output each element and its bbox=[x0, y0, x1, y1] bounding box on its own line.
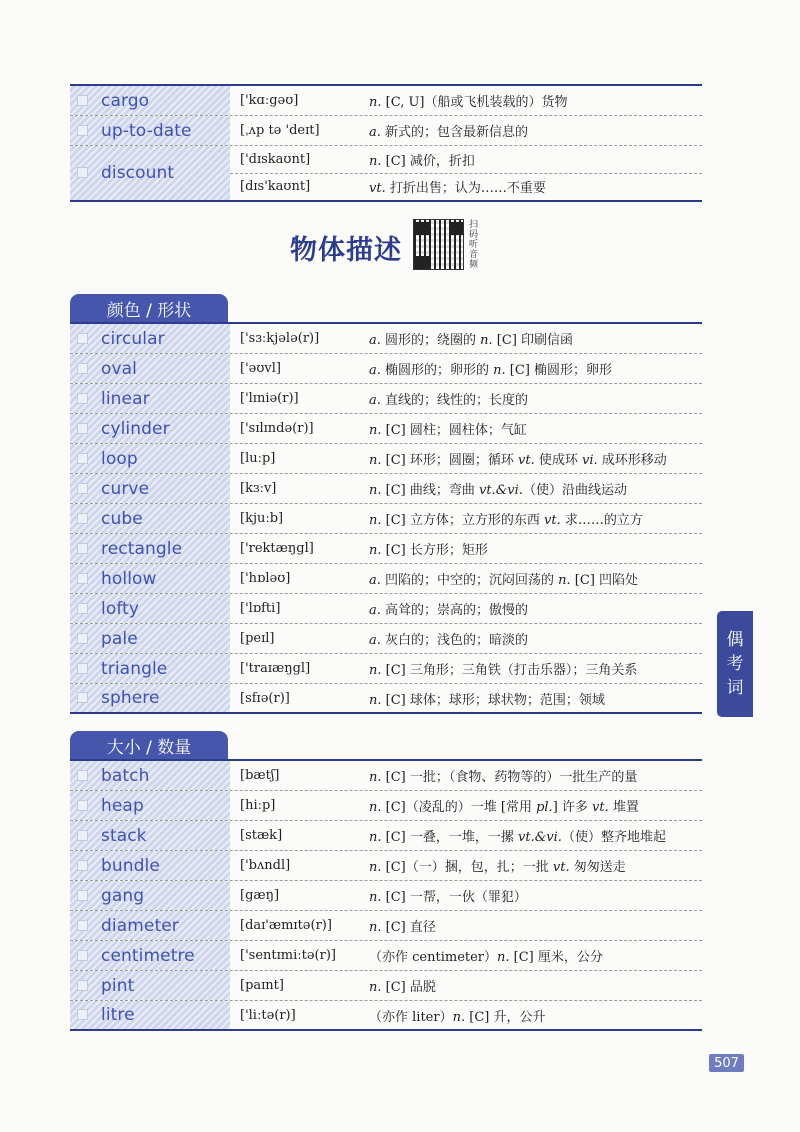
vocab-row-diameter bbox=[70, 911, 702, 941]
definition: n. [C] 三角形；三角铁（打击乐器）；三角关系 bbox=[369, 663, 638, 678]
vocab-word: oval bbox=[101, 358, 138, 379]
vocab-word: linear bbox=[101, 388, 150, 409]
definition: a. 圆形的；绕圈的 n. [C] 印刷信函 bbox=[369, 333, 574, 348]
definition: vt. 打折出售；认为……不重要 bbox=[369, 181, 546, 197]
vocab-row-cargo bbox=[70, 86, 702, 116]
vocab-row-litre bbox=[70, 1001, 702, 1031]
definition: a. 灰白的；浅色的；暗淡的 bbox=[369, 633, 529, 648]
group-heading-color-shape: 颜色 / 形状 bbox=[70, 294, 228, 322]
vocab-row-sphere bbox=[70, 684, 702, 714]
checkbox[interactable] bbox=[77, 770, 88, 781]
phonetic: [kjuːb] bbox=[240, 511, 284, 526]
vocab-word: sphere bbox=[101, 688, 160, 708]
word-cell bbox=[70, 941, 230, 970]
word-cell bbox=[70, 474, 230, 503]
definition: n. [C, U]（船或飞机装载的）货物 bbox=[369, 95, 568, 110]
definition: n. [C] 一叠，一堆，一摞 vt.&vi.（使）整齐地堆起 bbox=[369, 830, 666, 845]
checkbox[interactable] bbox=[77, 663, 88, 674]
vocab-word: lofty bbox=[101, 598, 140, 619]
phonetic: ['lɪniə(r)] bbox=[240, 391, 299, 406]
vocab-table-size-quantity bbox=[70, 759, 702, 1031]
vocab-word: circular bbox=[101, 328, 165, 349]
vocab-word: rectangle bbox=[101, 538, 183, 559]
phonetic: ['dɪskaʊnt] bbox=[240, 151, 311, 167]
vocab-word: diameter bbox=[101, 915, 179, 936]
definition: n. [C] 一帮，一伙（罪犯） bbox=[369, 890, 527, 905]
vocab-row-heap bbox=[70, 791, 702, 821]
phonetic: [dɪs'kaʊnt] bbox=[240, 179, 311, 195]
definition: n. [C] 一批；（食物、药物等的）一批生产的量 bbox=[369, 770, 638, 785]
section-title: 物体描述 bbox=[290, 235, 402, 266]
phonetic: ['sentɪmiːtə(r)] bbox=[240, 948, 336, 963]
definition: n. [C] 品脱 bbox=[369, 980, 436, 995]
qr-code-icon[interactable] bbox=[413, 219, 464, 270]
phonetic: ['əʊvl] bbox=[240, 361, 281, 376]
vocab-word: batch bbox=[101, 765, 150, 786]
vocab-row-oval bbox=[70, 354, 702, 384]
vocab-word: cylinder bbox=[101, 418, 170, 439]
word-cell bbox=[70, 1001, 230, 1029]
phonetic: [ˌʌp tə 'deɪt] bbox=[240, 123, 320, 138]
word-cell bbox=[70, 354, 230, 383]
word-cell bbox=[70, 324, 230, 353]
checkbox[interactable] bbox=[77, 483, 88, 494]
checkbox[interactable] bbox=[77, 800, 88, 811]
phonetic: [paɪnt] bbox=[240, 978, 284, 993]
vocab-word: stack bbox=[101, 825, 147, 846]
vocab-word: pale bbox=[101, 628, 138, 649]
vocab-word: cube bbox=[101, 508, 143, 529]
definition: n. [C]（一）捆，包，扎；一批 vt. 匆匆送走 bbox=[369, 860, 626, 875]
vocab-word: bundle bbox=[101, 855, 160, 876]
word-cell bbox=[70, 86, 230, 115]
vocab-word: litre bbox=[101, 1005, 135, 1025]
checkbox[interactable] bbox=[77, 125, 88, 136]
phonetic: [gæŋ] bbox=[240, 888, 280, 903]
word-cell bbox=[70, 564, 230, 593]
word-cell bbox=[70, 534, 230, 563]
vocab-row-triangle bbox=[70, 654, 702, 684]
vocab-row-circular bbox=[70, 324, 702, 354]
word-cell bbox=[70, 414, 230, 443]
checkbox[interactable] bbox=[77, 513, 88, 524]
vocab-row-centimetre bbox=[70, 941, 702, 971]
checkbox[interactable] bbox=[77, 423, 88, 434]
phonetic: ['traɪæŋgl] bbox=[240, 661, 311, 676]
vocab-word: triangle bbox=[101, 658, 168, 679]
definition: n. [C] 曲线；弯曲 vt.&vi.（使）沿曲线运动 bbox=[369, 483, 627, 498]
vocab-word: centimetre bbox=[101, 945, 195, 966]
phonetic: [kɜːv] bbox=[240, 481, 277, 496]
word-cell bbox=[70, 444, 230, 473]
vocab-row-pint bbox=[70, 971, 702, 1001]
checkbox[interactable] bbox=[77, 920, 88, 931]
vocab-word: up-to-date bbox=[101, 120, 192, 141]
vocab-word: heap bbox=[101, 795, 144, 816]
definition: n. [C] 环形；圆圈；循环 vt. 使成环 vi. 成环形移动 bbox=[369, 453, 667, 468]
vocab-row-up-to-date bbox=[70, 116, 702, 146]
vocab-row-discount bbox=[70, 146, 702, 202]
word-cell bbox=[70, 821, 230, 850]
definition: n. [C] 长方形；矩形 bbox=[369, 543, 488, 558]
checkbox[interactable] bbox=[77, 980, 88, 991]
checkbox[interactable] bbox=[77, 573, 88, 584]
phonetic: [daɪ'æmɪtə(r)] bbox=[240, 918, 332, 933]
phonetic: ['kɑːgəʊ] bbox=[240, 93, 299, 108]
vocab-table-color-shape bbox=[70, 322, 702, 714]
vocab-word: cargo bbox=[101, 90, 150, 111]
phonetic: ['hɒləʊ] bbox=[240, 571, 291, 586]
phonetic: ['bʌndl] bbox=[240, 858, 291, 873]
vocab-word: loop bbox=[101, 448, 138, 469]
checkbox[interactable] bbox=[77, 453, 88, 464]
word-cell bbox=[70, 911, 230, 940]
phonetic: ['liːtə(r)] bbox=[240, 1007, 296, 1023]
definition: a. 凹陷的；中空的；沉闷回荡的 n. [C] 凹陷处 bbox=[369, 573, 639, 588]
word-cell bbox=[70, 761, 230, 790]
phonetic: [sfɪə(r)] bbox=[240, 690, 290, 706]
group-heading-size-quantity: 大小 / 数量 bbox=[70, 731, 228, 759]
vocab-row-cylinder bbox=[70, 414, 702, 444]
word-cell bbox=[70, 624, 230, 653]
word-cell bbox=[70, 146, 230, 200]
phonetic: [stæk] bbox=[240, 828, 283, 843]
vocab-row-stack bbox=[70, 821, 702, 851]
definition: a. 椭圆形的；卵形的 n. [C] 椭圆形；卵形 bbox=[369, 363, 613, 378]
vocab-word: hollow bbox=[101, 568, 157, 589]
phonetic: [luːp] bbox=[240, 451, 276, 466]
vocab-word: discount bbox=[101, 163, 175, 183]
checkbox[interactable] bbox=[77, 363, 88, 374]
vocab-row-rectangle bbox=[70, 534, 702, 564]
phonetic: ['sɜːkjələ(r)] bbox=[240, 331, 320, 346]
definition: a. 新式的；包含最新信息的 bbox=[369, 125, 529, 140]
definition: n. [C] 减价，折扣 bbox=[369, 153, 475, 169]
phonetic: ['rektæŋgl] bbox=[240, 541, 314, 556]
vocab-row-curve bbox=[70, 474, 702, 504]
phonetic: [peɪl] bbox=[240, 631, 275, 646]
word-cell bbox=[70, 384, 230, 413]
definition: n. [C] 直径 bbox=[369, 920, 436, 935]
phonetic: ['sɪlɪndə(r)] bbox=[240, 421, 314, 436]
checkbox[interactable] bbox=[77, 393, 88, 404]
definition: a. 直线的；线性的；长度的 bbox=[369, 393, 529, 408]
checkbox[interactable] bbox=[77, 692, 88, 703]
vocab-row-batch bbox=[70, 761, 702, 791]
word-cell bbox=[70, 504, 230, 533]
checkbox[interactable] bbox=[77, 167, 88, 178]
word-cell bbox=[70, 791, 230, 820]
word-cell bbox=[70, 684, 230, 712]
vocab-row-linear bbox=[70, 384, 702, 414]
checkbox[interactable] bbox=[77, 95, 88, 106]
phonetic: [hiːp] bbox=[240, 798, 276, 813]
phonetic: ['lɒfti] bbox=[240, 601, 281, 616]
definition: n. [C] 立方体；立方形的东西 vt. 求……的立方 bbox=[369, 513, 643, 528]
qr-caption: 扫 码 听 音 频 bbox=[469, 220, 479, 270]
definition: （亦作 liter）n. [C] 升，公升 bbox=[369, 1009, 546, 1025]
vocab-row-loop bbox=[70, 444, 702, 474]
word-cell bbox=[70, 881, 230, 910]
vocab-row-gang bbox=[70, 881, 702, 911]
checkbox[interactable] bbox=[77, 1009, 88, 1020]
definition: n. [C] 圆柱；圆柱体；气缸 bbox=[369, 423, 527, 438]
word-cell bbox=[70, 116, 230, 145]
side-tab[interactable]: 偶 考 词 bbox=[717, 611, 753, 717]
vocab-row-lofty bbox=[70, 594, 702, 624]
checkbox[interactable] bbox=[77, 603, 88, 614]
checkbox[interactable] bbox=[77, 633, 88, 644]
vocab-word: pint bbox=[101, 975, 135, 996]
phonetic: [bætʃ] bbox=[240, 768, 280, 783]
checkbox[interactable] bbox=[77, 333, 88, 344]
vocab-row-bundle bbox=[70, 851, 702, 881]
vocab-row-cube bbox=[70, 504, 702, 534]
word-cell bbox=[70, 971, 230, 1000]
word-cell bbox=[70, 654, 230, 683]
checkbox[interactable] bbox=[77, 860, 88, 871]
definition: n. [C]（凌乱的）一堆 [常用 pl.] 许多 vt. 堆置 bbox=[369, 800, 639, 815]
word-cell bbox=[70, 594, 230, 623]
page-number: 507 bbox=[709, 1054, 744, 1072]
vocab-word: curve bbox=[101, 478, 150, 499]
vocab-row-hollow bbox=[70, 564, 702, 594]
word-cell bbox=[70, 851, 230, 880]
checkbox[interactable] bbox=[77, 950, 88, 961]
top-vocab-table bbox=[70, 84, 702, 202]
checkbox[interactable] bbox=[77, 830, 88, 841]
definition: a. 高耸的；崇高的；傲慢的 bbox=[369, 603, 529, 618]
checkbox[interactable] bbox=[77, 543, 88, 554]
vocab-row-pale bbox=[70, 624, 702, 654]
checkbox[interactable] bbox=[77, 890, 88, 901]
vocab-word: gang bbox=[101, 885, 145, 906]
definition: （亦作 centimeter）n. [C] 厘米，公分 bbox=[369, 950, 603, 965]
definition: n. [C] 球体；球形；球状物；范围；领域 bbox=[369, 692, 605, 708]
